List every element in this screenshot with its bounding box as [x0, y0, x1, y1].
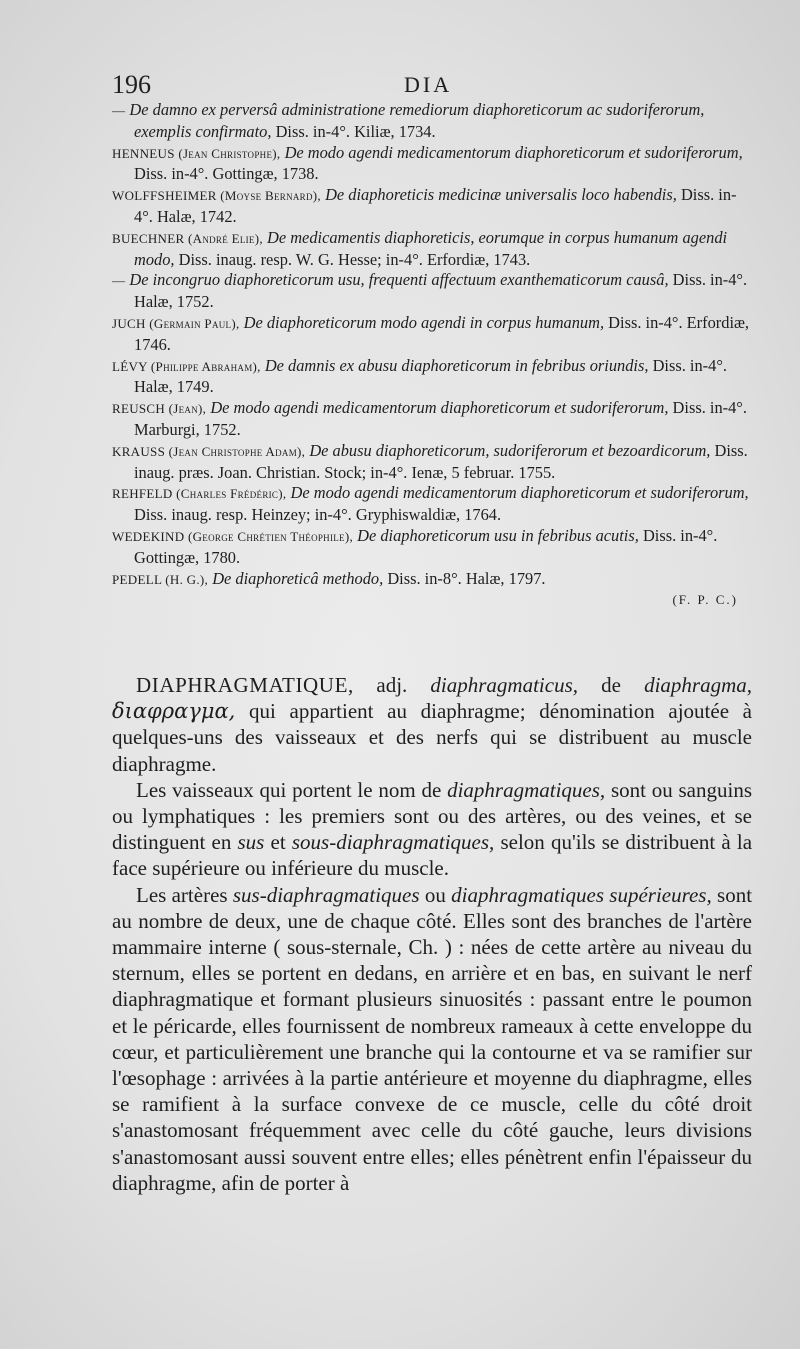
bibliography-entry: WEDEKIND (George Chrétien Théophile), De diaphoreticorum usu in febribus acutis, Diss. in-4°. Gottingæ, 1780.: [112, 525, 718, 567]
page-header: [112, 70, 750, 100]
headword: DIAPHRAGMATIQUE: [136, 673, 348, 697]
bibliography-entry: — De damno ex perversâ administratione remediorum diaphoreticorum ac sudoriferorum, exemplis confirmato, Diss. in-4°. Kiliæ, 1734.: [112, 100, 705, 141]
author-signature: (F. P. C.): [672, 592, 738, 608]
bibliography-entry: REHFELD (Charles Frédéric), De modo agendi medicamentorum diaphoreticorum et sudoriferorum, Diss. inaug. resp. Heinzey; in-4°. Gryphiswaldiæ, 1764.: [112, 483, 749, 525]
bibliography-entry: PEDELL (H. G.), De diaphoreticâ methodo, Diss. in-8°. Halæ, 1797.: [112, 568, 546, 588]
bibliography-entry: JUCH (Germain Paul), De diaphoreticorum modo agendi in corpus humanum, Diss. in-4°. Erfordiæ, 1746.: [112, 312, 750, 354]
page-number: 196: [112, 70, 151, 99]
bibliography-entry: REUSCH (Jean), De modo agendi medicamentorum diaphoreticorum et sudoriferorum, Diss. in-4°. Marburgi, 1752.: [112, 398, 747, 439]
article-paragraph: DIAPHRAGMATIQUE, adj. diaphragmaticus, de diaphragma, διαφραγμα, qui appartient au diaphragme; dénomination ajoutée à quelques-uns des vaisseaux et des nerfs qui se distribuent au muscle diaphragme.: [112, 673, 753, 776]
article-paragraph: Les vaisseaux qui portent le nom de diaphragmatiques, sont ou sanguins ou lymphatiques : les premiers sont ou des artères, ou des veines, et se distinguent en sus et sous-diaphragmatiques, selon qu'ils se distribuent à la face supérieure ou inférieure du muscle.: [112, 777, 753, 881]
article-body: [112, 672, 752, 1196]
bibliography: [112, 100, 752, 624]
bibliography-entry: BUECHNER (André Elie), De medicamentis diaphoreticis, eorumque in corpus humanum agendi modo, Diss. inaug. resp. W. G. Hesse; in-4°. Erfordiæ, 1743.: [112, 227, 728, 269]
bibliography-entry: LÉVY (Philippe Abraham), De damnis ex abusu diaphoreticorum in febribus oriundis, Diss. in-4°. Halæ, 1749.: [112, 355, 727, 397]
article-paragraph: Les artères sus-diaphragmatiques ou diaphragmatiques supérieures, sont au nombre de deux, une de chaque côté. Elles sont des branches de l'artère mammaire interne ( sous-sternale, Ch. ) : nées de cette artère au niveau du sternum, elles se portent en dedans, en arrière et en bas, en suivant le nerf diaphragmatique et formant plusieurs sinuosités : passant entre le poumon et le péricarde, elles fournissent de nombreux rameaux à cette enveloppe du cœur, et particulièrement une branche qui la contourne et va se ramifier sur l'œsophage : arrivées à la partie antérieure et moyenne du diaphragme, elles se ramifient à la surface convexe de ce muscle, celle du côté droit s'anastomosant fréquemment avec celle du côté gauche, leurs divisions s'anastomosant aussi souvent entre elles; elles pénètrent enfin l'épaisseur du diaphragme, afin de porter à: [112, 882, 753, 1195]
bibliography-entry: — De incongruo diaphoreticorum usu, frequenti affectuum exanthematicorum causâ, Diss. in-4°. Halæ, 1752.: [112, 270, 748, 312]
bibliography-entry: KRAUSS (Jean Christophe Adam), De abusu diaphoreticorum, sudoriferorum et bezoardicorum, Diss. inaug. præs. Joan. Christian. Stock; in-4°. Ienæ, 5 februar. 1755.: [112, 440, 748, 482]
running-head: DIA: [404, 72, 453, 97]
bibliography-entry: HENNEUS (Jean Christophe), De modo agendi medicamentorum diaphoreticorum et sudoriferorum, Diss. in-4°. Gottingæ, 1738.: [112, 142, 743, 184]
bibliography-entry: WOLFFSHEIMER (Moyse Bernard), De diaphoreticis medicinæ universalis loco habendis, Diss. in-4°. Halæ, 1742.: [112, 185, 737, 226]
